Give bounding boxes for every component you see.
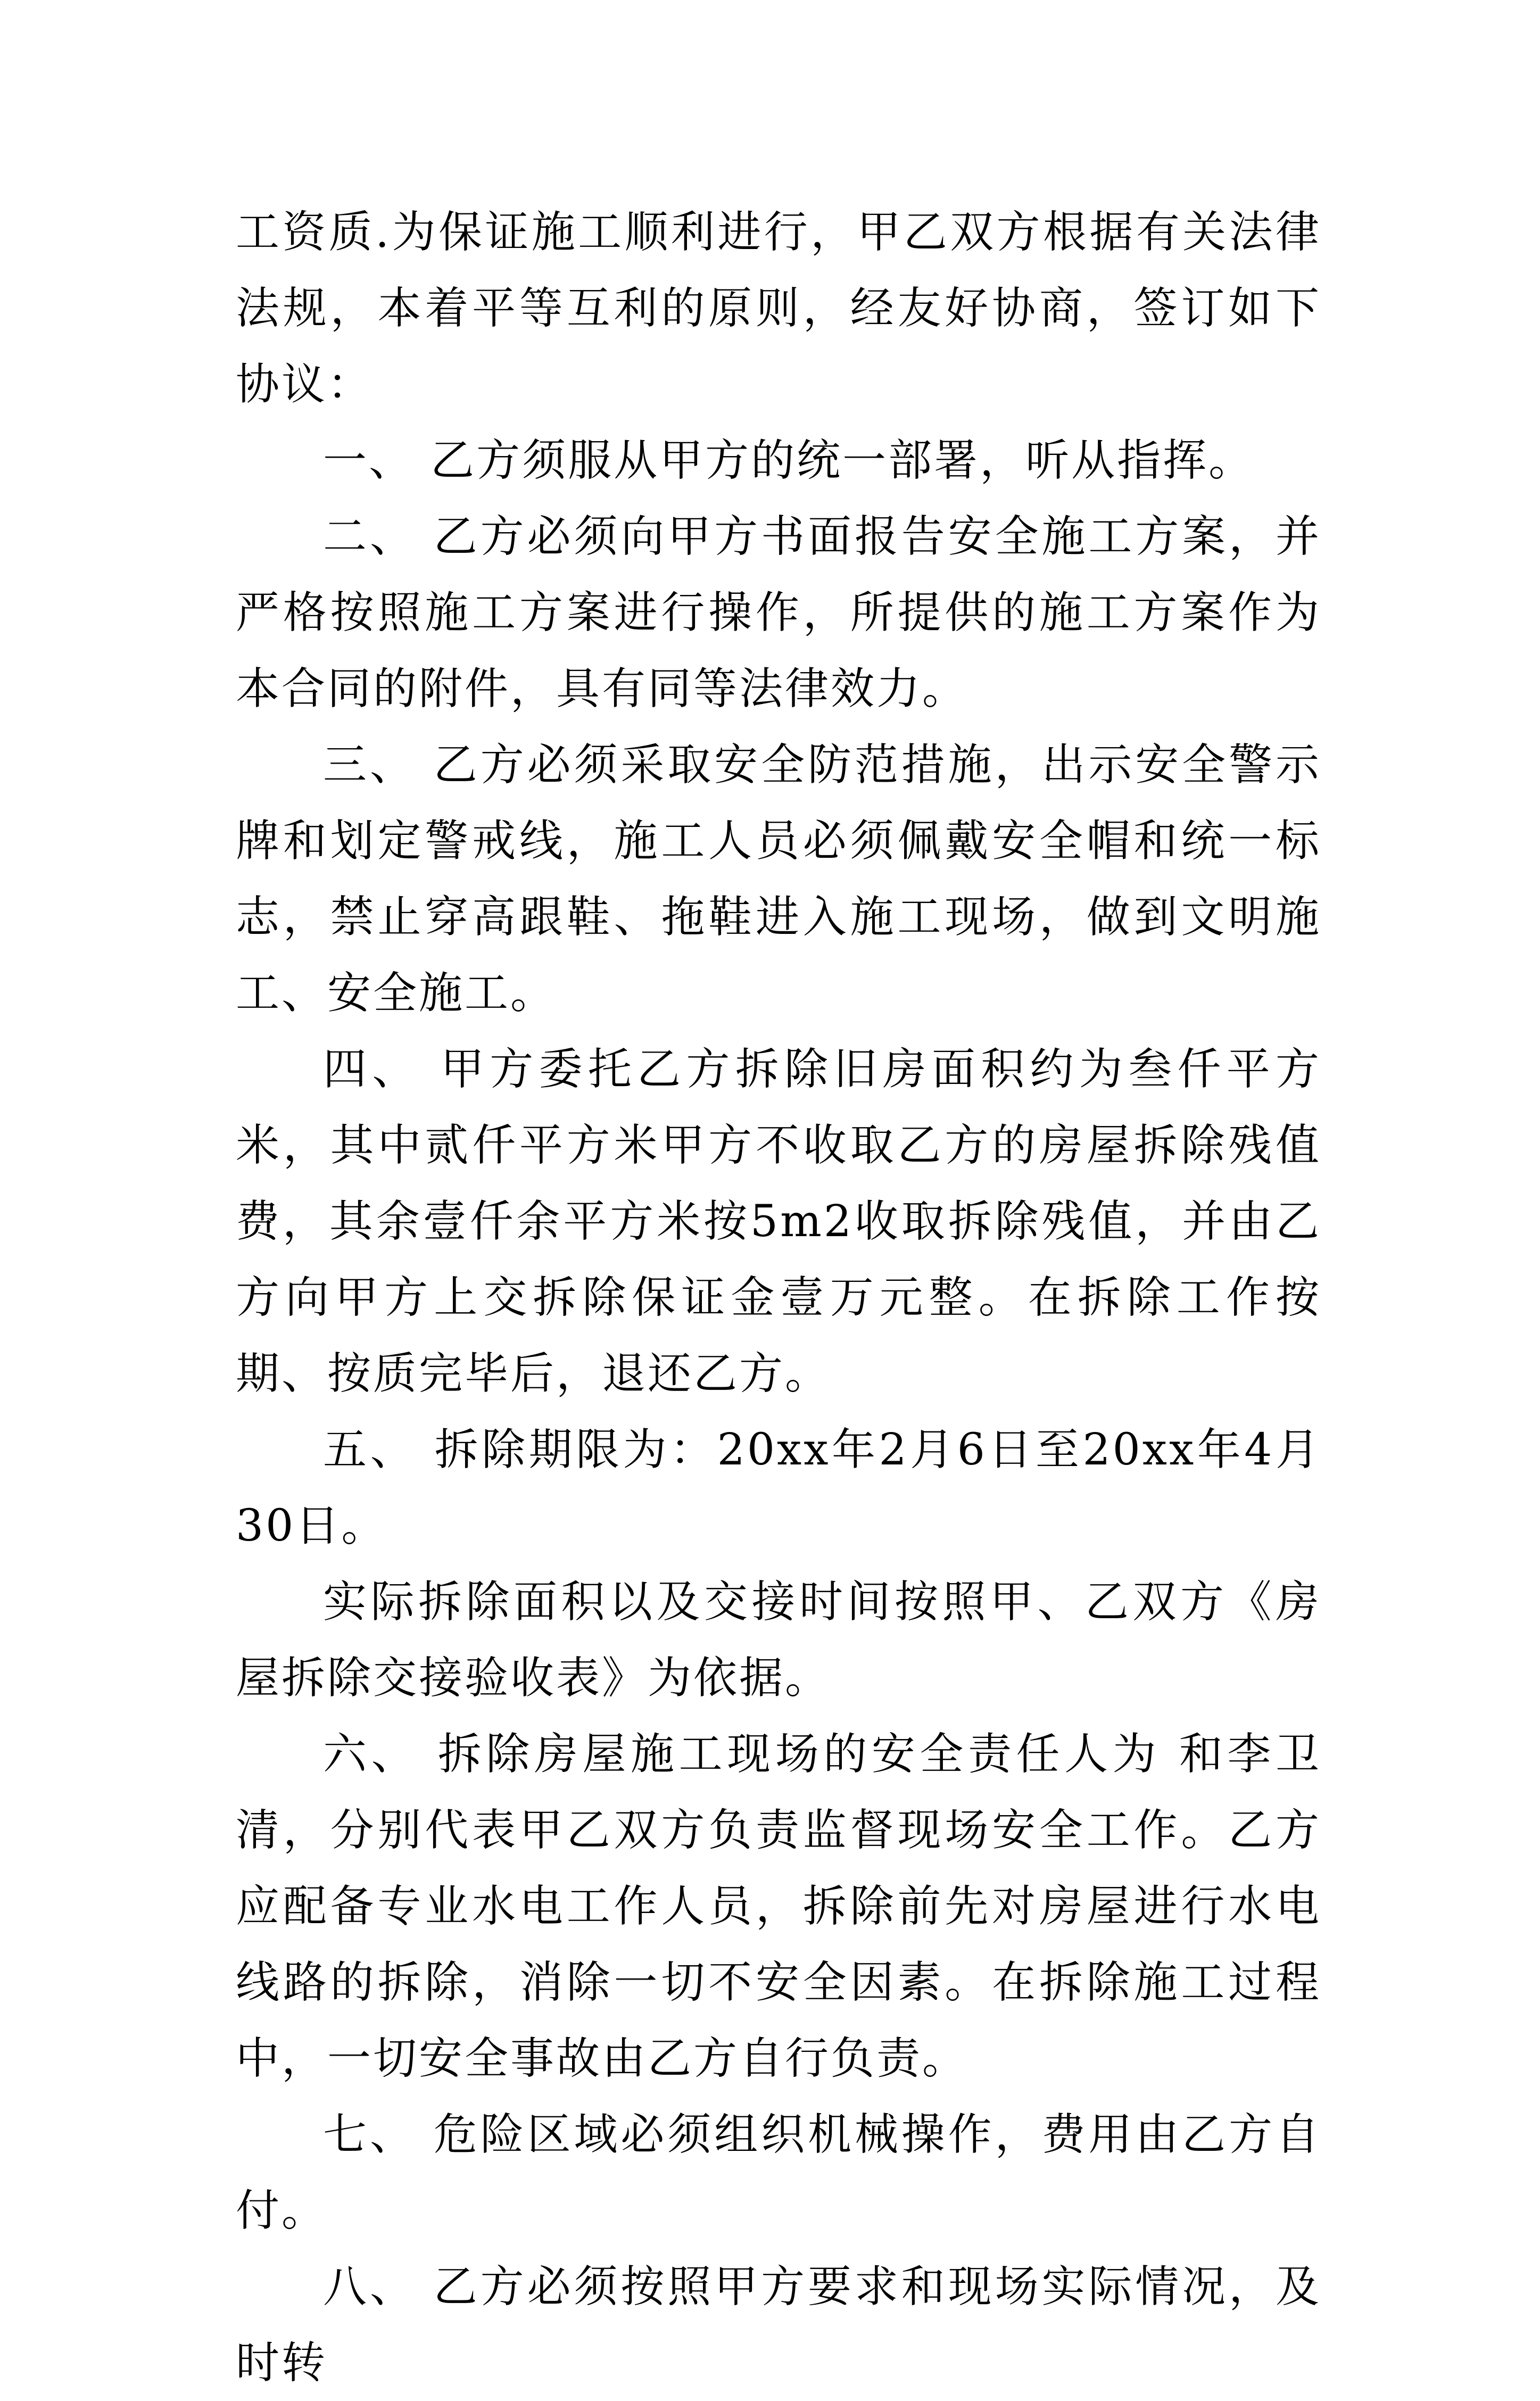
clause-4: 四、 甲方委托乙方拆除旧房面积约为叁仟平方米，其中贰仟平方米甲方不收取乙方的房屋拆除残值费，其余壹仟余平方米按5m2收取拆除残值，并由乙方向甲方上交拆除保证金壹万元整。在拆除工作按期、按质完毕后，退还乙方。 [236,1044,1321,1399]
document-body [236,194,1321,2401]
clause-5: 五、 拆除期限为：20xx年2月6日至20xx年4月30日。 [236,1425,1321,1551]
clause-6: 六、 拆除房屋施工现场的安全责任人为 和李卫清，分别代表甲乙双方负责监督现场安全工作。乙方应配备专业水电工作人员，拆除前先对房屋进行水电线路的拆除，消除一切不安全因素。在拆除施工过程中，一切安全事故由乙方自行负责。 [236,1729,1321,2084]
clause-3: 三、 乙方必须采取安全防范措施，出示安全警示牌和划定警戒线，施工人员必须佩戴安全帽和统一标志，禁止穿高跟鞋、拖鞋进入施工现场，做到文明施工、安全施工。 [236,740,1321,1019]
clause-5-note: 实际拆除面积以及交接时间按照甲、乙双方《房屋拆除交接验收表》为依据。 [236,1577,1321,1703]
clause-1: 一、 乙方须服从甲方的统一部署，听从指挥。 [323,435,1255,486]
clause-7: 七、 危险区域必须组织机械操作，费用由乙方自付。 [236,2109,1321,2236]
clause-2: 二、 乙方必须向甲方书面报告安全施工方案，并严格按照施工方案进行操作，所提供的施工方案作为本合同的附件，具有同等法律效力。 [236,511,1321,714]
clause-8: 八、 乙方必须按照甲方要求和现场实际情况，及时转 [236,2262,1321,2388]
paragraph-preamble: 工资质.为保证施工顺利进行，甲乙双方根据有关法律法规，本着平等互利的原则，经友好协商，签订如下协议： [236,207,1321,410]
